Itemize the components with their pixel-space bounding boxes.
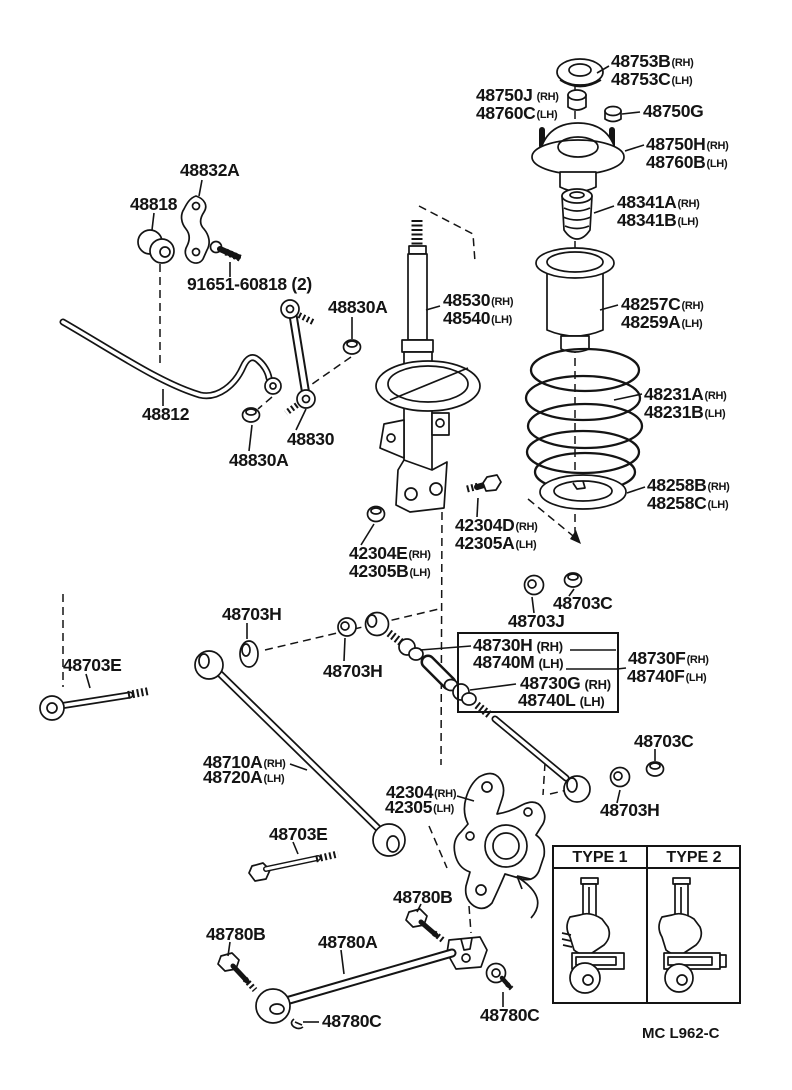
washer-48703H-right: [611, 768, 630, 787]
nut-48703C-upper: [565, 573, 582, 587]
washer-48703H-left: [240, 641, 258, 667]
label-48703E-lower: 48703E: [269, 824, 328, 844]
label-48818: 48818: [130, 194, 178, 214]
label-48540: 48540(LH): [443, 308, 512, 328]
dust-cover: [536, 248, 614, 352]
link-nut-lower: [243, 408, 260, 422]
type-indicator-arrow: [517, 876, 538, 918]
coil-spring: [526, 349, 642, 491]
nut-48703C-right: [647, 762, 664, 776]
bolt-48780B-upper: [406, 909, 444, 941]
label-48258B: 48258B(RH): [647, 475, 730, 495]
label-48812: 48812: [142, 404, 190, 424]
label-48730H: 48730H (RH): [473, 635, 563, 655]
label-48750H: 48750H(RH): [646, 134, 729, 154]
bolt-48780B-left: [218, 953, 255, 990]
spring-lower-seat: [540, 475, 626, 509]
bolt-48780C-right: [487, 964, 514, 991]
type-1-knuckle-glyph: [562, 878, 624, 993]
label-48231B: 48231B(LH): [644, 402, 726, 422]
label-48341B: 48341B(LH): [617, 210, 699, 230]
washer-48703H-mid: [338, 618, 356, 636]
label-48703C-right: 48703C: [634, 731, 694, 751]
label-48703E-upper: 48703E: [63, 655, 122, 675]
stabilizer-bracket-bolt: [211, 242, 243, 260]
label-48740F: 48740F(LH): [627, 666, 707, 686]
support-nut: [605, 107, 621, 122]
label-42305A: 42305A(LH): [455, 533, 537, 553]
label-42304E: 42304E(RH): [349, 543, 431, 563]
label-48780A: 48780A: [318, 932, 378, 952]
label-42304D: 42304D(RH): [455, 515, 538, 535]
label-48703H-right: 48703H: [600, 800, 660, 820]
stabilizer-bar: [63, 322, 281, 396]
bolt-48703E-lower: [249, 854, 338, 881]
label-48730G: 48730G (RH): [520, 673, 611, 693]
label-48830A-upper: 48830A: [328, 297, 388, 317]
type-1-header: TYPE 1: [572, 849, 628, 866]
label-48341A: 48341A(RH): [617, 192, 700, 212]
label-42305B: 42305B(LH): [349, 561, 431, 581]
label-48780B-left: 48780B: [206, 924, 266, 944]
strut-support-mount: [532, 123, 624, 192]
type-table: [553, 846, 740, 1003]
label-48530: 48530(RH): [443, 290, 514, 310]
strut-nut: [368, 507, 385, 522]
label-48830: 48830: [287, 429, 335, 449]
label-48760B: 48760B(LH): [646, 152, 728, 172]
label-48780B-upper: 48780B: [393, 887, 453, 907]
suspension-support-cap: [557, 59, 603, 87]
label-48740M: 48740M (LH): [473, 652, 564, 672]
label-48258C: 48258C(LH): [647, 493, 729, 513]
link-nut-upper: [344, 340, 361, 354]
bolt-48703E-upper: [40, 691, 149, 720]
shock-absorber-strut: [376, 220, 480, 512]
label-48720A: 48720A(LH): [203, 767, 285, 787]
spring-bumper: [562, 189, 592, 239]
label-48760C: 48760C(LH): [476, 103, 558, 123]
label-48259A: 48259A(LH): [621, 312, 703, 332]
label-48703J: 48703J: [508, 611, 565, 631]
stabilizer-bushing: [138, 230, 174, 263]
label-48231A: 48231A(RH): [644, 384, 727, 404]
label-48832A: 48832A: [180, 160, 240, 180]
type-2-knuckle-glyph: [659, 878, 726, 992]
washer-48703J: [525, 576, 544, 595]
label-48780C-mid: 48780C: [322, 1011, 382, 1031]
strut-bracket-bolt: [467, 475, 501, 491]
part-labels: [63, 51, 730, 1031]
label-48703C-upper: 48703C: [553, 593, 613, 613]
label-48780C-right: 48780C: [480, 1005, 540, 1025]
support-bushing: [568, 90, 586, 110]
label-48830A-lower: 48830A: [229, 450, 289, 470]
label-91651-60818: 91651-60818 (2): [187, 274, 312, 294]
stabilizer-bracket: [182, 196, 210, 263]
label-48730F: 48730F(RH): [628, 648, 709, 668]
label-42304: 42304(RH): [386, 782, 457, 802]
label-48753C: 48753C(LH): [611, 69, 693, 89]
label-48750G: 48750G: [643, 101, 704, 121]
stabilizer-link: [281, 300, 315, 413]
label-48710A: 48710A(RH): [203, 752, 286, 772]
label-48257C: 48257C(RH): [621, 294, 704, 314]
figure-code: MC L962-C: [642, 1025, 720, 1042]
label-48740L: 48740L (LH): [518, 690, 605, 710]
label-48750J: 48750J (RH): [476, 85, 559, 105]
label-42305: 42305(LH): [385, 797, 454, 817]
type-2-header: TYPE 2: [666, 849, 722, 866]
clip-48780C-left: [292, 1019, 304, 1029]
label-48703H-mid: 48703H: [323, 661, 383, 681]
label-48753B: 48753B(RH): [611, 51, 694, 71]
label-48703H-top: 48703H: [222, 604, 282, 624]
